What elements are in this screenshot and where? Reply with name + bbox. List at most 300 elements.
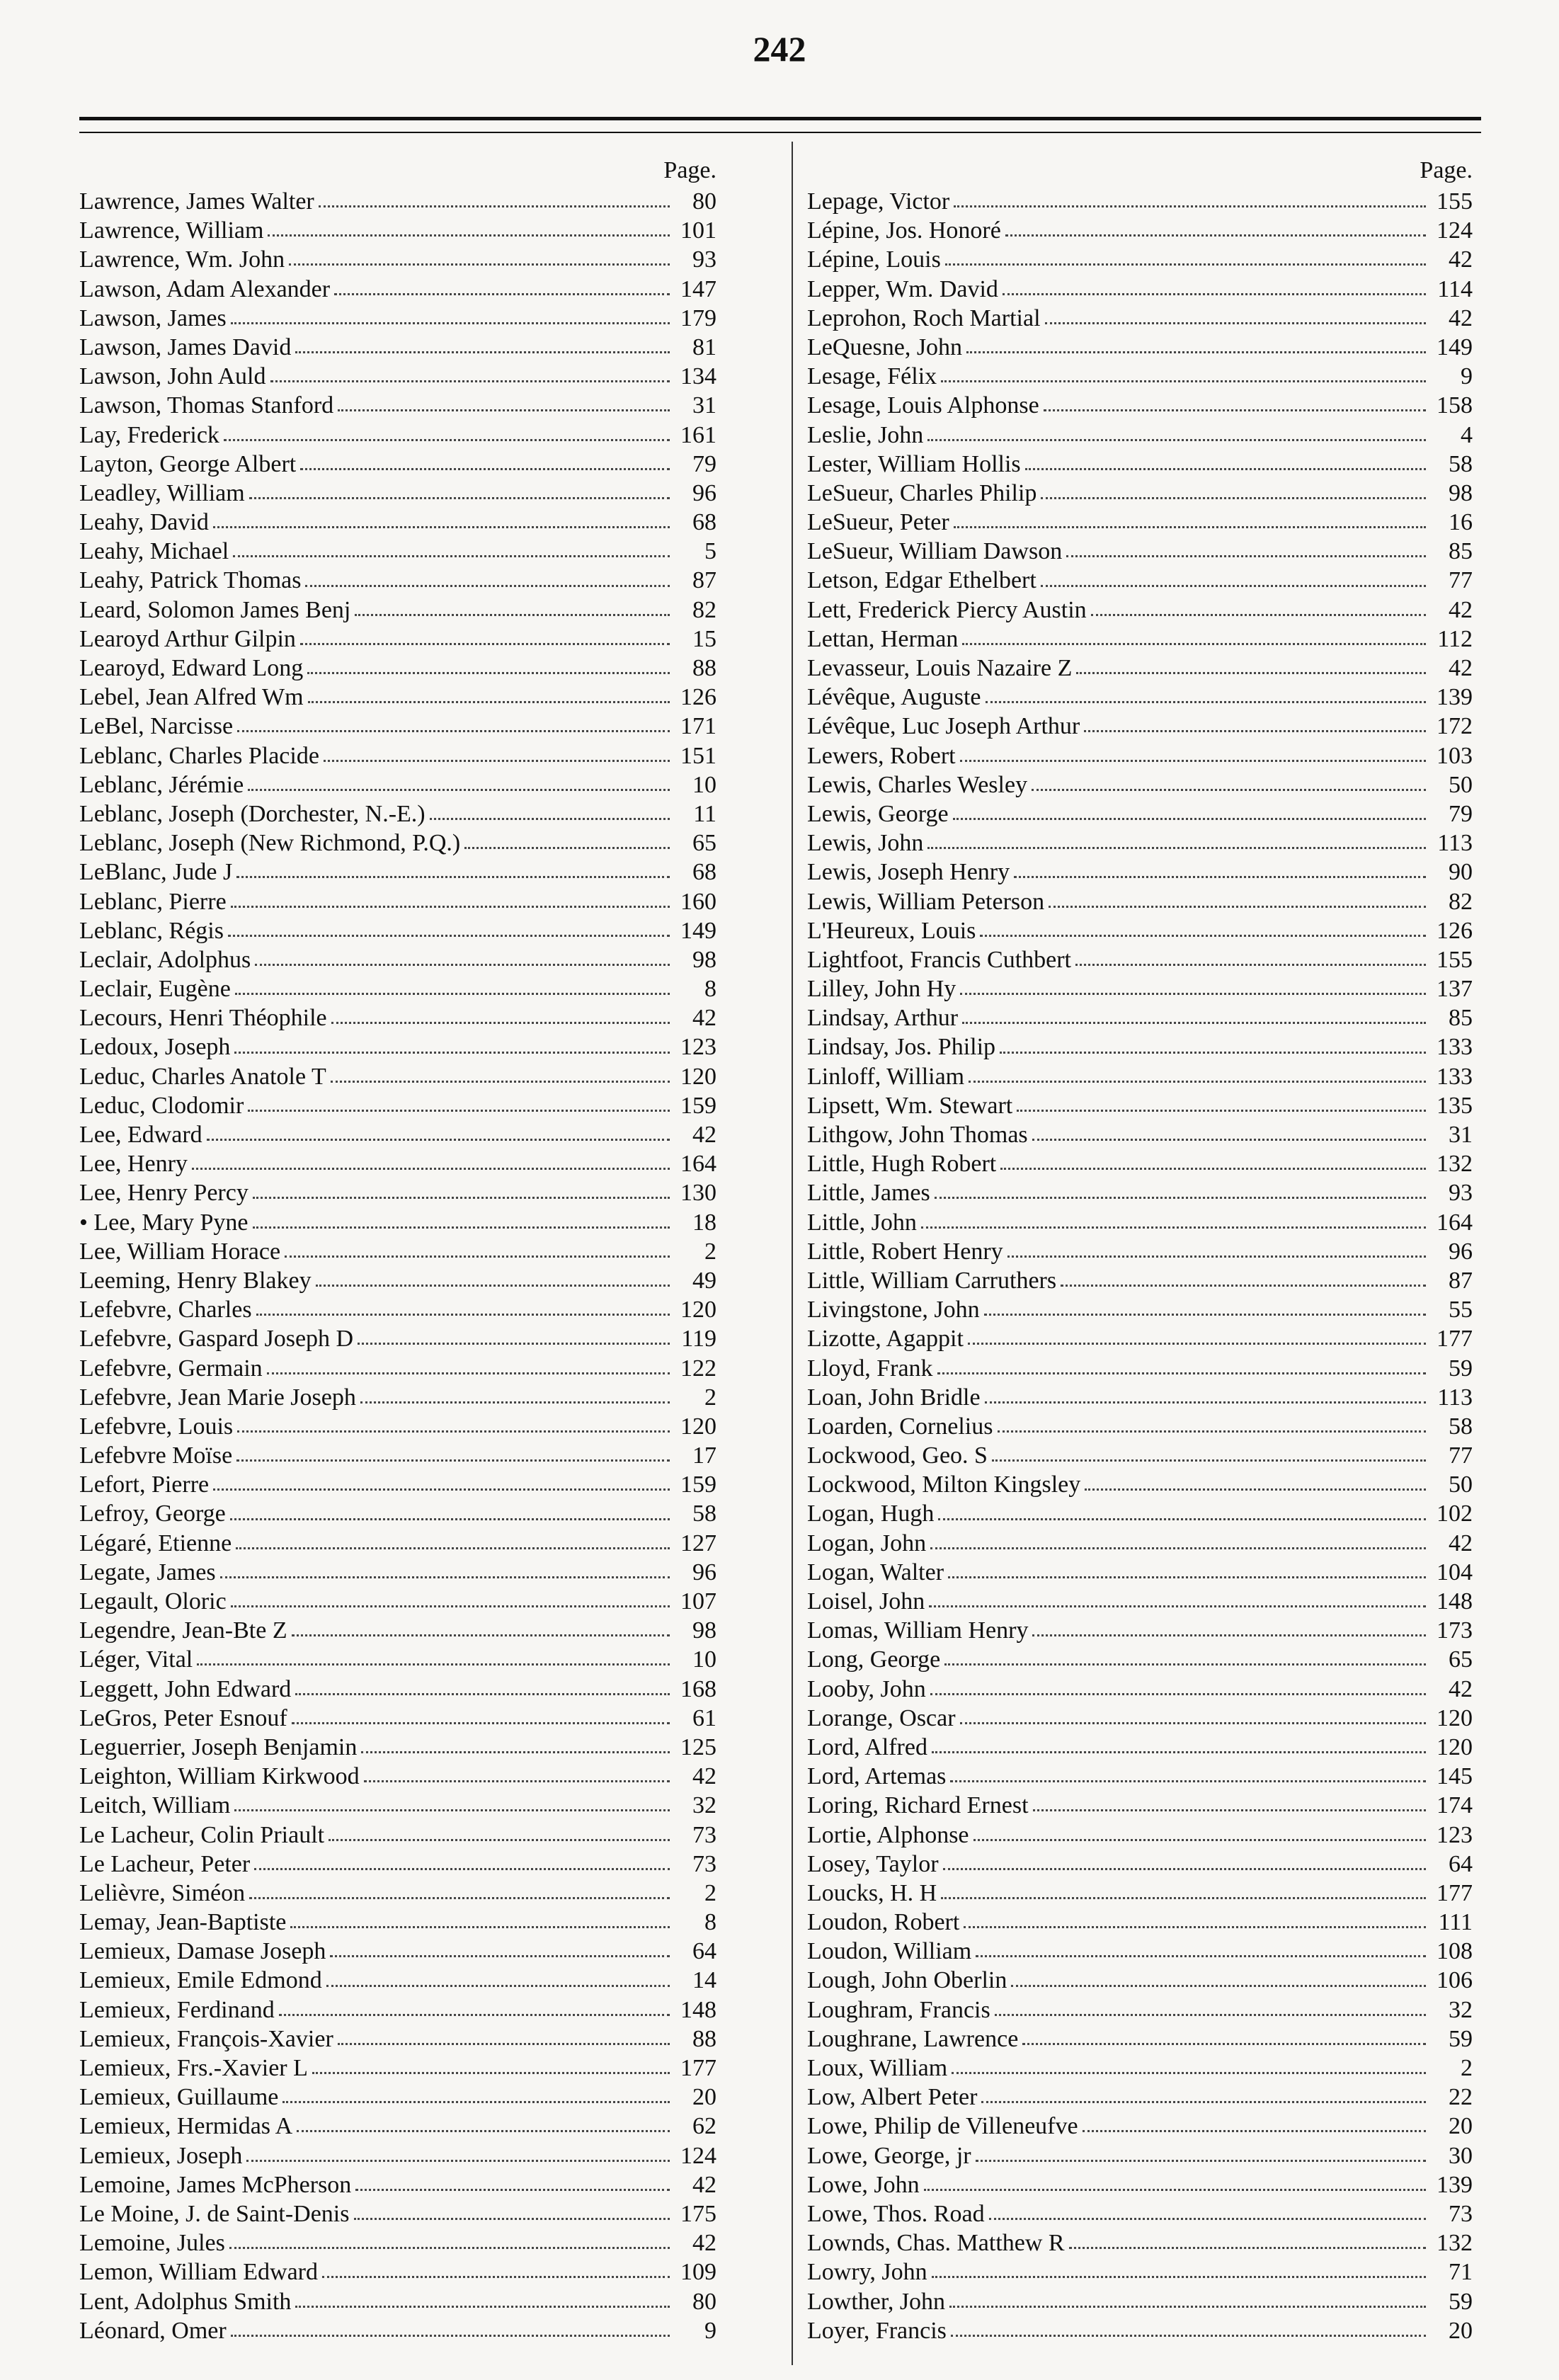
- entry-page: 32: [1449, 1996, 1473, 2023]
- entry-name: Lindsay, Arthur: [807, 1005, 959, 1032]
- index-entry: [79, 1091, 716, 1120]
- dot-leader: [331, 1081, 670, 1083]
- entry-name: Lightfoot, Francis Cuthbert: [807, 946, 1072, 973]
- entry-name: Lemieux, Joseph: [79, 2142, 243, 2169]
- index-entry: [807, 333, 1473, 362]
- entry-name: Lemay, Jean-Baptiste: [79, 1909, 287, 1936]
- dot-leader: [927, 847, 1426, 849]
- entry-name: Lefebvre, Jean Marie Joseph: [79, 1384, 356, 1411]
- dot-leader: [1061, 1285, 1426, 1287]
- entry-page: 77: [1449, 567, 1473, 594]
- entry-name: Lowry, John: [807, 2259, 927, 2286]
- index-entry: [807, 1529, 1473, 1558]
- entry-page: 134: [680, 363, 716, 390]
- dot-leader: [962, 643, 1426, 645]
- entry-name: Lewis, George: [807, 800, 949, 827]
- dot-leader: [1011, 1985, 1426, 1987]
- dot-leader: [935, 1197, 1426, 1199]
- entry-name: Lawson, John Auld: [79, 363, 266, 390]
- dot-leader: [237, 730, 670, 732]
- dot-leader: [253, 1226, 670, 1229]
- dot-leader: [941, 1897, 1426, 1899]
- index-entry: [79, 654, 716, 683]
- entry-page: 42: [692, 2171, 716, 2198]
- entry-page: 168: [680, 1675, 716, 1702]
- entry-page: 32: [692, 1792, 716, 1819]
- entry-page: 172: [1437, 713, 1473, 740]
- index-entry: [807, 1178, 1473, 1207]
- dot-leader: [921, 1226, 1426, 1229]
- index-entry: [807, 1850, 1473, 1879]
- dot-leader: [267, 1372, 670, 1374]
- entry-page: 68: [692, 509, 716, 536]
- entry-name: Lithgow, John Thomas: [807, 1122, 1028, 1148]
- dot-leader: [985, 1401, 1426, 1403]
- entry-name: Leclair, Adolphus: [79, 946, 251, 973]
- index-entry: [807, 799, 1473, 829]
- index-entry: [807, 1441, 1473, 1470]
- dot-leader: [231, 1605, 670, 1607]
- index-entry: [79, 1821, 716, 1850]
- dot-leader: [300, 468, 670, 470]
- entry-page: 58: [1449, 1413, 1473, 1440]
- entry-name: Lefebvre Moïse: [79, 1442, 233, 1469]
- entry-name: Lemieux, Ferdinand: [79, 1996, 275, 2023]
- entry-name: Lomas, William Henry: [807, 1617, 1029, 1644]
- entry-page: 42: [692, 1122, 716, 1148]
- index-entry: [79, 1120, 716, 1149]
- entry-page: 82: [692, 596, 716, 623]
- entry-page: 137: [1437, 976, 1473, 1003]
- index-entry: [79, 1675, 716, 1704]
- dot-leader: [954, 526, 1426, 528]
- entry-page: 82: [1449, 888, 1473, 915]
- entry-page: 151: [680, 742, 716, 769]
- entry-page: 16: [1449, 509, 1473, 536]
- entry-name: Lemoine, Jules: [79, 2230, 225, 2257]
- entry-page: 11: [693, 800, 716, 827]
- dot-leader: [290, 1926, 670, 1928]
- index-entry: [807, 187, 1473, 216]
- index-entry: [807, 1324, 1473, 1353]
- entry-page: 101: [680, 217, 716, 244]
- entry-page: 120: [680, 1297, 716, 1323]
- dot-leader: [224, 439, 670, 441]
- entry-name: Lewis, Joseph Henry: [807, 859, 1010, 886]
- dot-leader: [234, 1052, 670, 1054]
- entry-name: Loughrane, Lawrence: [807, 2025, 1019, 2052]
- entry-page: 133: [1437, 1063, 1473, 1090]
- index-entry: [79, 421, 716, 450]
- entry-name: Lownds, Chas. Matthew R: [807, 2230, 1065, 2257]
- entry-name: Lemoine, James McPherson: [79, 2171, 352, 2198]
- entry-page: 98: [692, 946, 716, 973]
- entry-page: 171: [680, 713, 716, 740]
- entry-name: Leeming, Henry Blakey: [79, 1267, 312, 1294]
- dot-leader: [984, 1314, 1426, 1316]
- dot-leader: [255, 964, 670, 966]
- entry-page: 98: [1449, 479, 1473, 506]
- entry-page: 8: [704, 976, 716, 1003]
- entry-page: 120: [680, 1063, 716, 1090]
- entry-name: Lockwood, Milton Kingsley: [807, 1471, 1081, 1498]
- entry-page: 93: [1449, 1180, 1473, 1207]
- entry-name: Lawrence, Wm. John: [79, 246, 285, 273]
- entry-page: 158: [1437, 392, 1473, 419]
- entry-name: Lindsay, Jos. Philip: [807, 1034, 996, 1061]
- index-entry: [807, 1558, 1473, 1587]
- entry-name: Learoyd, Edward Long: [79, 655, 304, 681]
- entry-name: Loarden, Cornelius: [807, 1413, 993, 1440]
- dot-leader: [1005, 234, 1426, 237]
- entry-page: 2: [704, 1879, 716, 1906]
- dot-leader: [270, 380, 670, 382]
- entry-page: 124: [1437, 217, 1473, 244]
- entry-page: 177: [1437, 1326, 1473, 1353]
- dot-leader: [962, 1022, 1426, 1024]
- entry-page: 120: [1437, 1704, 1473, 1731]
- entry-name: Leblanc, Joseph (Dorchester, N.-E.): [79, 800, 426, 827]
- entry-page: 88: [692, 655, 716, 681]
- dot-leader: [334, 293, 670, 295]
- entry-page: 9: [704, 2317, 716, 2344]
- entry-name: Lemieux, Frs.-Xavier L: [79, 2055, 308, 2081]
- dot-leader: [943, 1868, 1426, 1870]
- index-entry: [807, 1295, 1473, 1324]
- entry-name: Lowther, John: [807, 2288, 946, 2315]
- entry-page: 130: [680, 1180, 716, 1207]
- entry-name: L'Heureux, Louis: [807, 917, 976, 944]
- dot-leader: [1022, 2043, 1426, 2045]
- index-entry: [807, 1762, 1473, 1791]
- entry-name: Lee, Henry Percy: [79, 1180, 249, 1207]
- index-entry: [807, 1354, 1473, 1383]
- entry-page: 164: [680, 1151, 716, 1178]
- dot-leader: [1014, 876, 1426, 878]
- dot-leader: [960, 993, 1426, 995]
- header-rule-thin: [79, 132, 1481, 133]
- entry-page: 112: [1437, 625, 1473, 652]
- entry-name: Loucks, H. H: [807, 1879, 937, 1906]
- index-entry: [807, 625, 1473, 654]
- entry-name: Loisel, John: [807, 1588, 925, 1615]
- entry-name: Leitch, William: [79, 1792, 231, 1819]
- entry-page: 114: [1437, 275, 1473, 302]
- dot-leader: [295, 351, 670, 353]
- dot-leader: [964, 1926, 1426, 1928]
- dot-leader: [929, 1605, 1426, 1607]
- entry-name: Leblanc, Charles Placide: [79, 742, 319, 769]
- entry-name: Lord, Alfred: [807, 1733, 927, 1760]
- dot-leader: [1069, 2247, 1426, 2249]
- index-entry: [807, 2228, 1473, 2257]
- index-entry: [79, 2199, 716, 2228]
- entry-name: Lockwood, Geo. S: [807, 1442, 988, 1469]
- entry-name: Lawson, James David: [79, 334, 292, 360]
- index-entry: [807, 216, 1473, 245]
- dot-leader: [1032, 789, 1426, 791]
- index-entry: [79, 333, 716, 362]
- entry-name: Léonard, Omer: [79, 2317, 227, 2344]
- dot-leader: [464, 847, 670, 849]
- index-entry: [807, 2287, 1473, 2316]
- entry-page: 102: [1437, 1501, 1473, 1527]
- index-entry: [807, 829, 1473, 858]
- entry-page: 22: [1449, 2084, 1473, 2111]
- index-entry: [79, 1499, 716, 1528]
- dot-leader: [319, 205, 670, 207]
- entry-name: Lemon, William Edward: [79, 2259, 318, 2286]
- index-entry: [79, 1003, 716, 1032]
- dot-leader: [235, 993, 670, 995]
- dot-leader: [300, 643, 670, 645]
- dot-leader: [1025, 468, 1426, 470]
- dot-leader: [326, 1985, 670, 1987]
- entry-page: 31: [1449, 1122, 1473, 1148]
- entry-page: 55: [1449, 1297, 1473, 1323]
- index-entry: [79, 1529, 716, 1558]
- entry-page: 126: [1437, 917, 1473, 944]
- entry-name: Leduc, Clodomir: [79, 1092, 244, 1119]
- entry-name: LeSueur, Charles Philip: [807, 479, 1037, 506]
- entry-page: 93: [692, 246, 716, 273]
- dot-leader: [220, 1576, 670, 1578]
- entry-page: 103: [1437, 742, 1473, 769]
- dot-leader: [1017, 1110, 1426, 1112]
- index-entry: [79, 245, 716, 274]
- index-entry: [807, 1412, 1473, 1441]
- entry-page: 107: [680, 1588, 716, 1615]
- entry-name: Lowe, George, jr: [807, 2142, 971, 2169]
- entry-page: 20: [1449, 2113, 1473, 2140]
- index-entry: [807, 2025, 1473, 2054]
- index-entry: [79, 1237, 716, 1266]
- dot-leader: [1000, 1052, 1426, 1054]
- index-entry: [807, 1237, 1473, 1266]
- dot-leader: [207, 1139, 670, 1141]
- dot-leader: [248, 1110, 670, 1112]
- dot-leader: [322, 2276, 670, 2278]
- entry-page: 65: [1449, 1646, 1473, 1673]
- dot-leader: [292, 1722, 670, 1724]
- entry-name: Lévêque, Auguste: [807, 684, 981, 711]
- entry-page: 62: [692, 2113, 716, 2140]
- index-entry: [807, 1032, 1473, 1061]
- entry-page: 122: [680, 1355, 716, 1382]
- index-entry: [807, 741, 1473, 770]
- entry-name: Lewis, John: [807, 830, 924, 857]
- entry-name: Lépine, Louis: [807, 246, 941, 273]
- entry-page: 108: [1437, 1938, 1473, 1965]
- entry-page: 179: [680, 304, 716, 331]
- entry-name: Learoyd Arthur Gilpin: [79, 625, 296, 652]
- entry-page: 173: [1437, 1617, 1473, 1644]
- dot-leader: [316, 1285, 670, 1287]
- index-entry: [807, 1062, 1473, 1091]
- index-entry: [807, 2083, 1473, 2112]
- entry-name: Lord, Artemas: [807, 1763, 947, 1790]
- entry-page: 120: [680, 1413, 716, 1440]
- dot-leader: [989, 2218, 1426, 2220]
- entry-name: Leduc, Charles Anatole T: [79, 1063, 326, 1090]
- entry-page: 49: [692, 1267, 716, 1294]
- dot-leader: [951, 2335, 1426, 2337]
- entry-page: 2: [704, 1238, 716, 1265]
- dot-leader: [249, 1897, 670, 1899]
- dot-leader: [930, 1693, 1426, 1695]
- dot-leader: [297, 2130, 670, 2132]
- entry-name: Lay, Frederick: [79, 421, 219, 448]
- entry-page: 132: [1437, 2230, 1473, 2257]
- entry-page: 174: [1437, 1792, 1473, 1819]
- dot-leader: [986, 701, 1427, 703]
- index-entry: [807, 858, 1473, 887]
- entry-page: 90: [1449, 859, 1473, 886]
- dot-leader: [231, 2335, 670, 2337]
- entry-page: 132: [1437, 1151, 1473, 1178]
- entry-page: 126: [680, 684, 716, 711]
- entry-page: 111: [1438, 1909, 1473, 1936]
- index-entry: [807, 1733, 1473, 1762]
- entry-name: Looby, John: [807, 1675, 926, 1702]
- index-entry: [807, 1908, 1473, 1937]
- index-entry: [807, 1120, 1473, 1149]
- dot-leader: [953, 818, 1426, 820]
- index-entry: [807, 945, 1473, 974]
- index-entry: [79, 187, 716, 216]
- dot-leader: [930, 1547, 1426, 1549]
- entry-name: Ledoux, Joseph: [79, 1034, 231, 1061]
- entry-name: Lloyd, Frank: [807, 1355, 933, 1382]
- left-column: [79, 154, 716, 2345]
- dot-leader: [973, 1839, 1426, 1841]
- dot-leader: [248, 789, 670, 791]
- dot-leader: [231, 906, 670, 908]
- entry-page: 64: [692, 1938, 716, 1965]
- right-column: [807, 154, 1473, 2345]
- dot-leader: [966, 351, 1426, 353]
- entry-name: Lett, Frederick Piercy Austin: [807, 596, 1087, 623]
- dot-leader: [237, 1430, 670, 1433]
- entry-page: 145: [1437, 1763, 1473, 1790]
- entry-name: Long, George: [807, 1646, 941, 1673]
- index-entry: [79, 1966, 716, 1995]
- dot-leader: [1045, 322, 1426, 324]
- index-entry: [807, 1470, 1473, 1499]
- entry-page: 73: [692, 1821, 716, 1848]
- index-entry: [807, 2257, 1473, 2287]
- index-entry: [807, 1937, 1473, 1966]
- index-entry: [79, 2025, 716, 2054]
- left-column-header: Page.: [663, 157, 716, 183]
- entry-name: Legendre, Jean-Bte Z: [79, 1617, 287, 1644]
- dot-leader: [338, 409, 670, 411]
- entry-page: 149: [680, 917, 716, 944]
- entry-page: 10: [692, 1646, 716, 1673]
- index-entry: [807, 770, 1473, 799]
- entry-name: Lefebvre, Germain: [79, 1355, 263, 1382]
- index-entry: [79, 304, 716, 333]
- entry-name: Lepper, Wm. David: [807, 275, 998, 302]
- index-entry: [79, 1354, 716, 1383]
- dot-leader: [254, 1868, 670, 1870]
- dot-leader: [213, 526, 670, 528]
- index-entry: [79, 1266, 716, 1295]
- index-entry: [79, 1791, 716, 1820]
- dot-leader: [1032, 1634, 1426, 1636]
- entry-name: Léger, Vital: [79, 1646, 193, 1673]
- entry-name: Lettan, Herman: [807, 625, 959, 652]
- entry-page: 42: [1449, 1530, 1473, 1556]
- entry-name: Lefort, Pierre: [79, 1471, 210, 1498]
- entry-page: 87: [1449, 1267, 1473, 1294]
- entry-name: Little, William Carruthers: [807, 1267, 1057, 1294]
- index-entry: [79, 712, 716, 741]
- index-entry: [807, 2199, 1473, 2228]
- entry-page: 88: [692, 2025, 716, 2052]
- index-entry: [79, 1645, 716, 1674]
- dot-leader: [981, 2101, 1426, 2103]
- index-entry: [807, 1675, 1473, 1704]
- dot-leader: [229, 2247, 670, 2249]
- index-entry: [79, 887, 716, 916]
- index-entry: [79, 1908, 716, 1937]
- entry-page: 155: [1437, 946, 1473, 973]
- index-entry: [79, 1733, 716, 1762]
- index-entry: [79, 275, 716, 304]
- index-entry: [79, 2170, 716, 2199]
- entry-name: Lemieux, Emile Edmond: [79, 1967, 322, 1994]
- entry-name: Lee, William Horace: [79, 1238, 281, 1265]
- column-divider: [792, 142, 793, 2365]
- dot-leader: [305, 585, 670, 587]
- dot-leader: [236, 1547, 670, 1549]
- index-entry: [79, 216, 716, 245]
- dot-leader: [279, 2014, 670, 2016]
- entry-page: 113: [1437, 1384, 1473, 1411]
- dot-leader: [945, 263, 1426, 266]
- entry-page: 123: [1437, 1821, 1473, 1848]
- entry-page: 85: [1449, 538, 1473, 565]
- dot-leader: [950, 1780, 1426, 1782]
- entry-page: 30: [1449, 2142, 1473, 2169]
- dot-leader: [938, 1518, 1426, 1520]
- dot-leader: [944, 1663, 1426, 1666]
- dot-leader: [230, 1518, 670, 1520]
- index-entry: [807, 1704, 1473, 1733]
- dot-leader: [1041, 497, 1426, 499]
- entry-name: Lepage, Victor: [807, 188, 950, 215]
- entry-page: 125: [680, 1733, 716, 1760]
- entry-name: LeBel, Narcisse: [79, 713, 234, 740]
- dot-leader: [1066, 555, 1426, 557]
- entry-name: Lawson, James: [79, 304, 227, 331]
- index-entry: [79, 1587, 716, 1616]
- dot-leader: [969, 1081, 1426, 1083]
- index-entry: [807, 508, 1473, 537]
- entry-page: 42: [692, 1005, 716, 1032]
- entry-name: Little, James: [807, 1180, 930, 1207]
- entry-name: Logan, John: [807, 1530, 927, 1556]
- entry-page: 148: [1437, 1588, 1473, 1615]
- entry-page: 9: [1461, 363, 1473, 390]
- entry-page: 85: [1449, 1005, 1473, 1032]
- index-entry: [807, 1149, 1473, 1178]
- entry-page: 79: [692, 450, 716, 477]
- entry-page: 160: [680, 888, 716, 915]
- dot-leader: [329, 1839, 670, 1841]
- entry-name: Leahy, Michael: [79, 538, 229, 565]
